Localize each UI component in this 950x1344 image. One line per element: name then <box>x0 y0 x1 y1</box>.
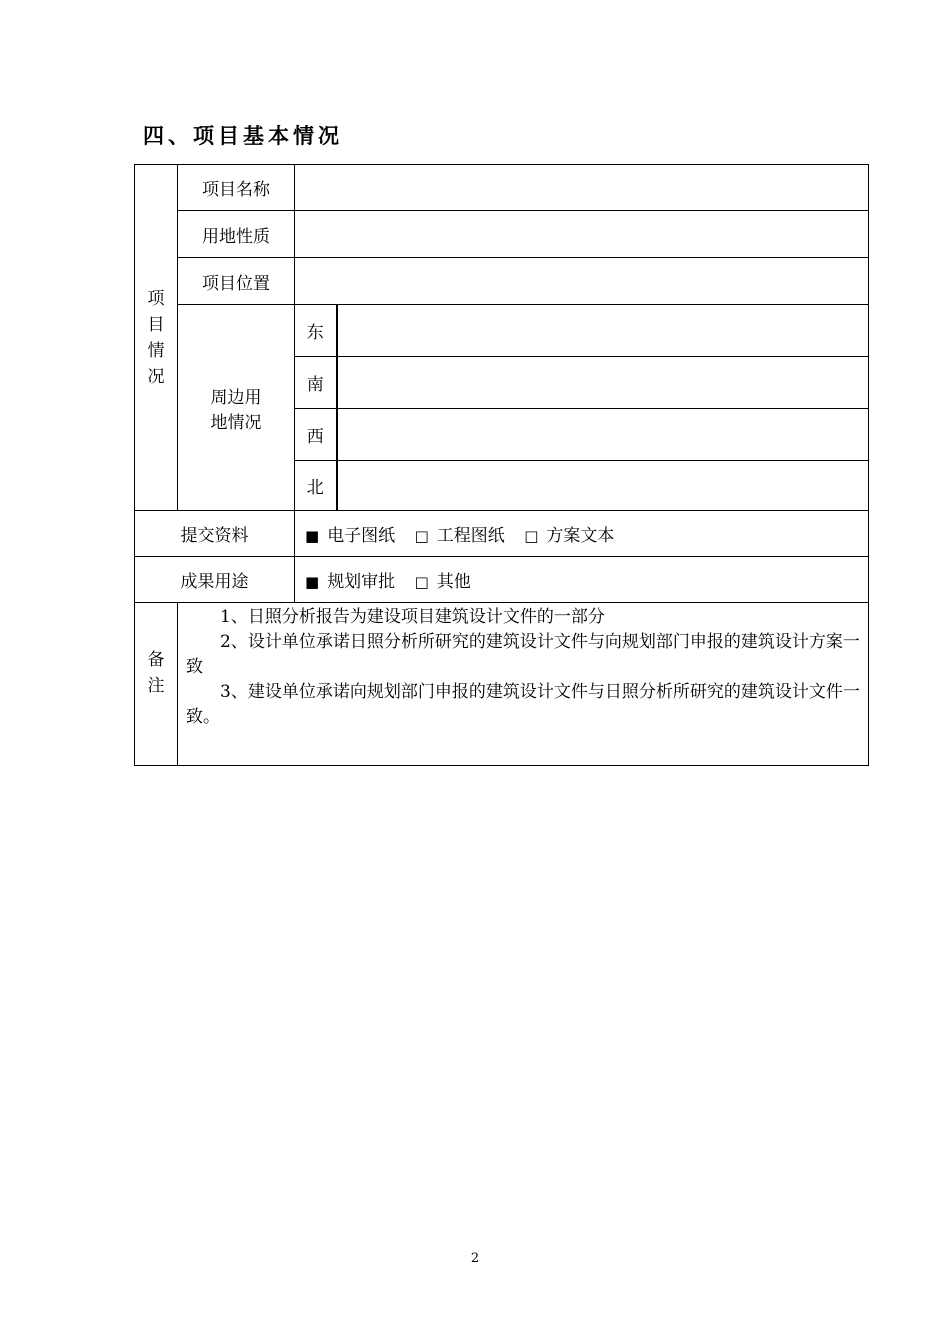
project-info-table <box>134 164 869 766</box>
result-usage-options <box>295 557 869 603</box>
direction-north-label: 北 <box>295 461 337 511</box>
remark-item: 2、设计单位承诺日照分析所研究的建筑设计文件与向规划部门申报的建筑设计方案一致 <box>186 632 860 677</box>
row-submitted-materials <box>135 511 869 557</box>
page-number: 2 <box>470 1251 480 1266</box>
checkbox-checked-icon[interactable]: ■ <box>305 573 320 591</box>
project-name-field[interactable] <box>295 165 869 211</box>
direction-east-label: 东 <box>295 305 337 357</box>
land-use-label: 用地性质 <box>178 211 295 258</box>
checkbox-unchecked-icon[interactable]: □ <box>524 527 539 545</box>
direction-west-field[interactable] <box>337 409 869 461</box>
direction-south-field[interactable] <box>337 357 869 409</box>
section-heading: 四、项目基本情况 <box>143 124 343 148</box>
result-usage-label: 成果用途 <box>135 557 295 603</box>
row-land-use <box>135 211 869 258</box>
option-scheme-text[interactable]: □ 方案文本 <box>524 526 615 546</box>
project-location-field[interactable] <box>295 258 869 305</box>
option-engineering-drawings[interactable]: □ 工程图纸 <box>414 526 505 546</box>
project-name-label: 项目名称 <box>178 165 295 211</box>
option-planning-approval[interactable]: ■ 规划审批 <box>305 572 396 592</box>
remarks-label: 备注 <box>135 603 178 766</box>
checkbox-unchecked-icon[interactable]: □ <box>414 527 429 545</box>
direction-east-field[interactable] <box>337 305 869 357</box>
option-electronic-drawings[interactable]: ■ 电子图纸 <box>305 526 396 546</box>
surroundings-label: 周边用 地情况 <box>178 305 295 511</box>
checkbox-unchecked-icon[interactable]: □ <box>414 573 429 591</box>
row-direction-east <box>135 305 869 357</box>
direction-south-label: 南 <box>295 357 337 409</box>
submitted-materials-label: 提交资料 <box>135 511 295 557</box>
direction-north-field[interactable] <box>337 461 869 511</box>
land-use-field[interactable] <box>295 211 869 258</box>
project-section-label: 项目情况 <box>135 165 178 511</box>
row-remarks <box>135 603 869 766</box>
row-project-name <box>135 165 869 211</box>
row-result-usage <box>135 557 869 603</box>
row-project-location <box>135 258 869 305</box>
submitted-materials-options <box>295 511 869 557</box>
option-other[interactable]: □ 其他 <box>414 572 471 592</box>
project-location-label: 项目位置 <box>178 258 295 305</box>
remark-item: 1、日照分析报告为建设项目建筑设计文件的一部分 <box>220 607 605 627</box>
remarks-content <box>178 603 869 766</box>
checkbox-checked-icon[interactable]: ■ <box>305 527 320 545</box>
direction-west-label: 西 <box>295 409 337 461</box>
remark-item: 3、建设单位承诺向规划部门申报的建筑设计文件与日照分析所研究的建筑设计文件一致。 <box>186 682 860 727</box>
